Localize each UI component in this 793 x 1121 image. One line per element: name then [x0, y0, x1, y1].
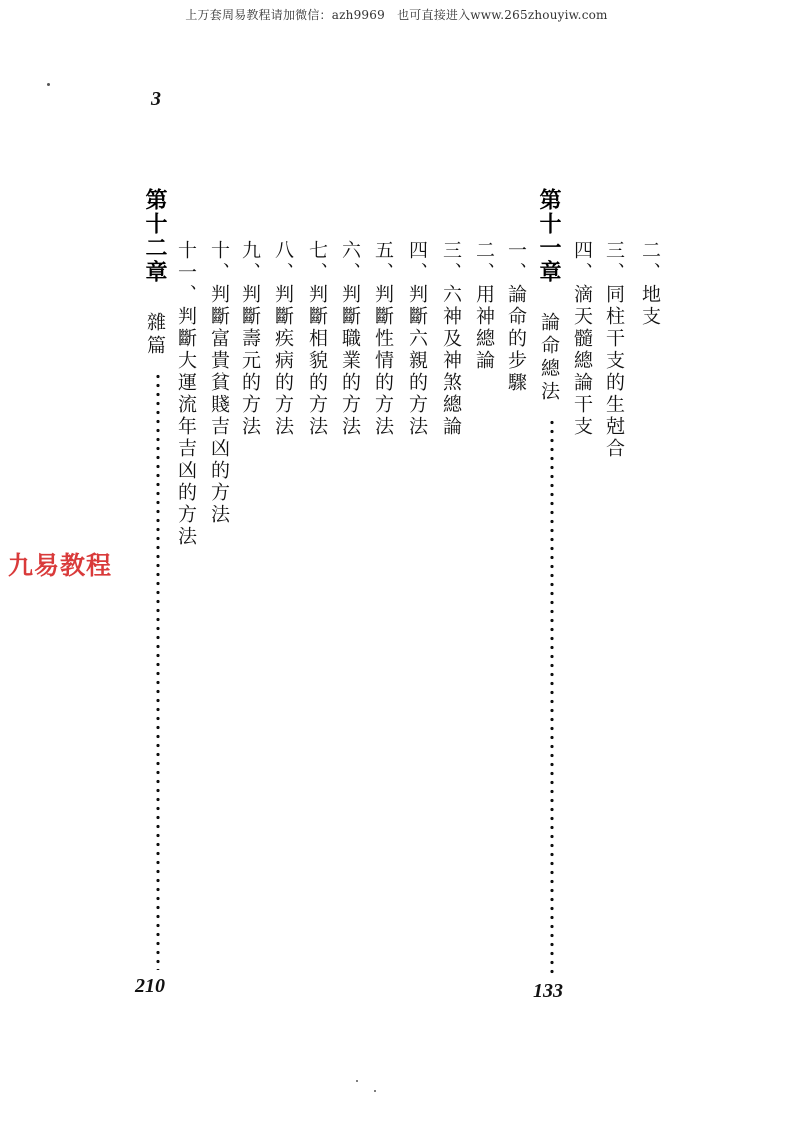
- toc-item-11-5: 五、判斷性情的方法: [372, 240, 394, 438]
- toc-item-11-10: 十、判斷富貴貧賤吉凶的方法: [208, 240, 230, 526]
- page-number: 3: [151, 88, 161, 110]
- chapter-11-dot-leader: [550, 418, 554, 978]
- toc-item-11-7: 七、判斷相貌的方法: [306, 240, 328, 438]
- chapter-11-title: 論命總法: [538, 312, 560, 404]
- watermark-logo: 九易教程: [8, 551, 113, 580]
- toc-item-continued-1: 二、地支: [639, 240, 661, 328]
- toc-item-11-6: 六、判斷職業的方法: [339, 240, 361, 438]
- scan-speck: [47, 83, 50, 86]
- toc-item-11-11: 十一、判斷大運流年吉凶的方法: [175, 240, 197, 548]
- chapter-12-page-ref: 210: [135, 975, 165, 997]
- chapter-11-heading: 第十一章: [536, 188, 561, 284]
- chapter-12-dot-leader: [156, 372, 160, 970]
- chapter-12-title: 雜篇: [144, 312, 166, 358]
- scan-speck: [374, 1090, 376, 1092]
- toc-item-11-8: 八、判斷疾病的方法: [272, 240, 294, 438]
- chapter-11-page-ref: 133: [533, 980, 563, 1002]
- toc-item-11-2: 二、用神總論: [473, 240, 495, 372]
- toc-item-continued-3: 四、滴天髓總論干支: [571, 240, 593, 438]
- header-banner: 上万套周易教程请加微信：azh9969 也可直接进入www.265zhouyiw.com: [185, 8, 608, 22]
- toc-item-11-3: 三、六神及神煞總論: [440, 240, 462, 438]
- toc-item-11-9: 九、判斷壽元的方法: [239, 240, 261, 438]
- scan-speck: [356, 1080, 358, 1082]
- toc-item-11-1: 一、論命的步驟: [505, 240, 527, 394]
- chapter-12-heading: 第十二章: [142, 188, 167, 284]
- toc-item-continued-2: 三、同柱干支的生尅合: [603, 240, 625, 460]
- toc-item-11-4: 四、判斷六親的方法: [406, 240, 428, 438]
